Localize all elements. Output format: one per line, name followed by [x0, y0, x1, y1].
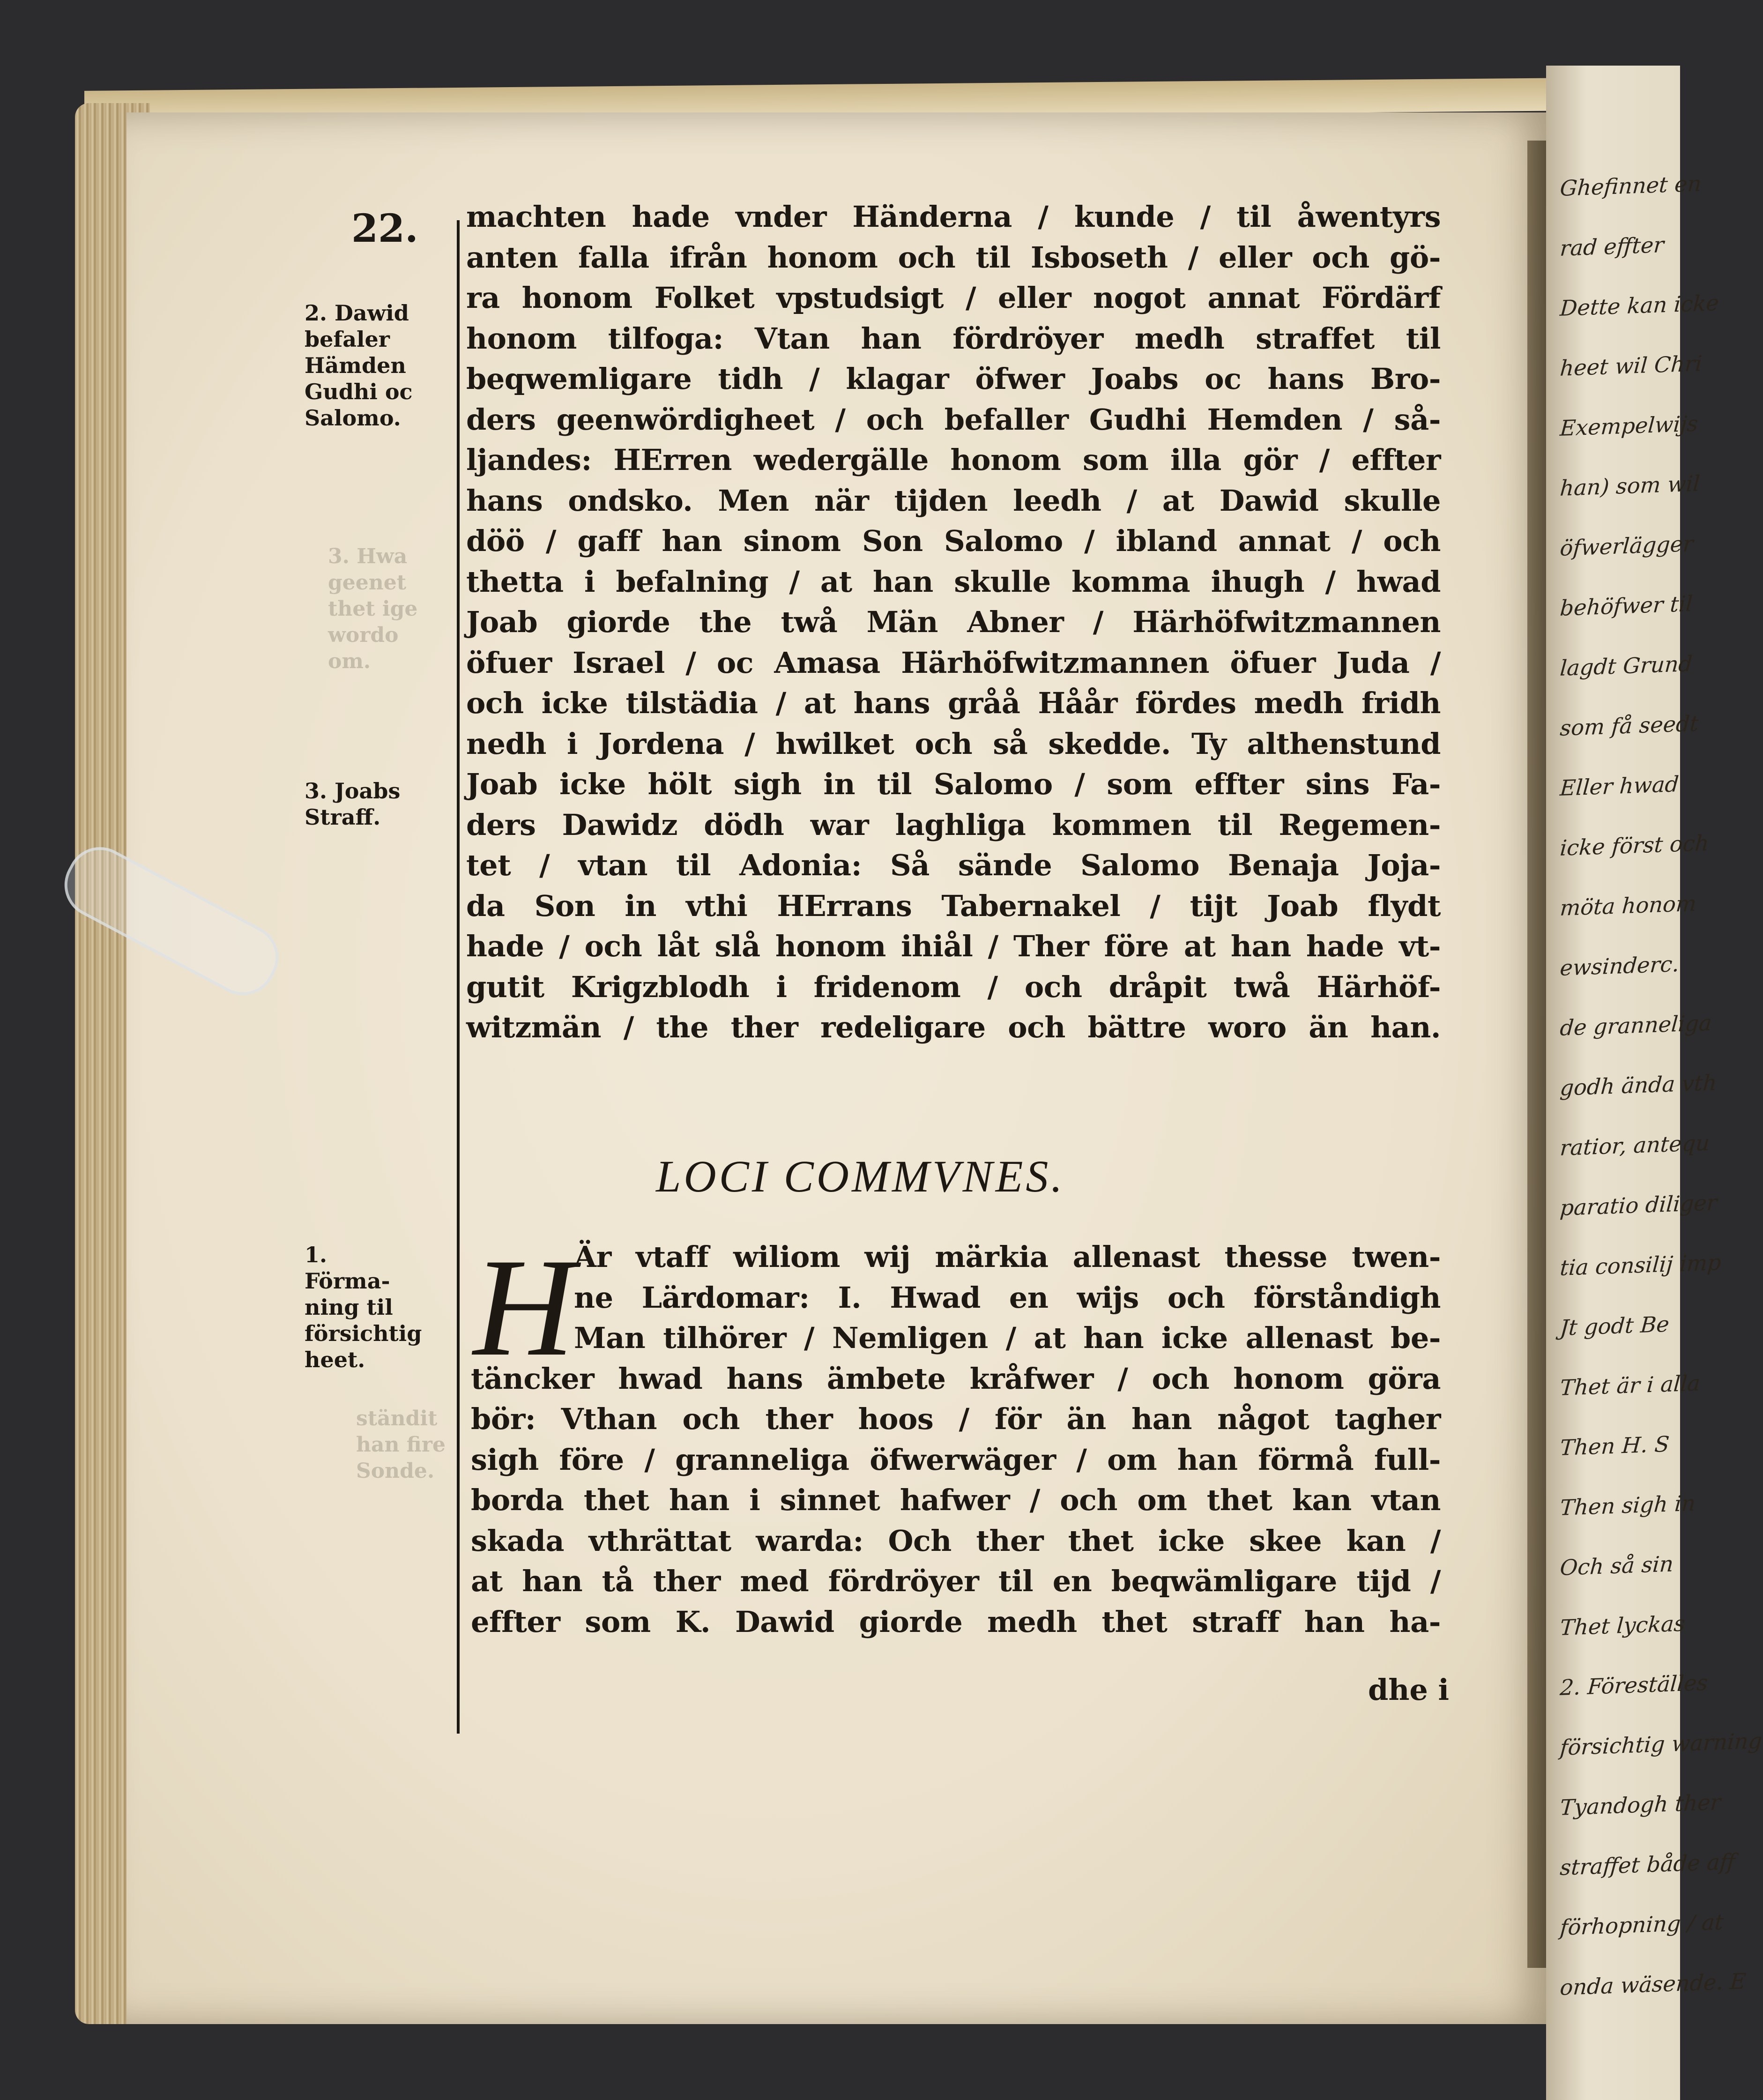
right-page-line: möta honom	[1559, 890, 1697, 921]
text-line: öfuer Israel / oc Amasa Härhöfwitzmannen öfuer Juda /	[466, 645, 1441, 680]
text-line: nedh i Jordena / hwilket och så skedde. Ty althenstund	[466, 726, 1441, 761]
text-line: bör: Vthan och ther hoos / för än han något tagher	[471, 1402, 1441, 1436]
text-line: sigh före / granneliga öfwerwäger / om han förmå full-	[471, 1442, 1441, 1477]
margin-note-line: Förma-	[305, 1268, 390, 1294]
margin-note-line: 2. Dawid	[305, 300, 409, 326]
right-page-line: Jt godt Be	[1559, 1311, 1670, 1340]
text-line: borda thet han i sinnet hafwer / och om thet kan vtan	[471, 1483, 1441, 1517]
text-line: anten falla ifrån honom och til Isboseth / eller och gö-	[466, 240, 1441, 275]
right-page-line: tia consilij imp	[1559, 1249, 1722, 1281]
right-page-line: Och så sin	[1559, 1551, 1674, 1580]
text-line: hans ondsko. Men när tijden leedh / at Dawid skulle	[466, 483, 1441, 518]
right-page-line: som få seedt	[1559, 710, 1700, 741]
bleedthrough-line: Sonde.	[356, 1459, 435, 1483]
margin-note-joabs-straff	[305, 778, 400, 830]
right-page-line: förhopning / at	[1559, 1909, 1725, 1940]
right-page	[1546, 66, 1763, 2100]
margin-note-dawid	[305, 300, 413, 431]
text-line: ljandes: HErren wedergälle honom som illa gör / effter	[466, 443, 1441, 477]
bleedthrough-line: thet ige	[328, 597, 418, 621]
right-page-line: Tyandogh ther	[1559, 1789, 1722, 1820]
right-page-line: icke först och	[1559, 830, 1710, 861]
right-page-line: Then sigh in	[1559, 1490, 1696, 1520]
text-line: Man tilhörer / Nemligen / at han icke allenast be-	[574, 1321, 1441, 1355]
right-page-line: straffet både aff	[1559, 1848, 1736, 1880]
text-line: thetta i befalning / at han skulle komma ihugh / hwad	[466, 564, 1441, 599]
text-line: Är vtaff wiliom wij märkia allenast thesse twen-	[574, 1240, 1441, 1274]
text-line: ra honom Folket vpstudsigt / eller nogot annat Fördärf	[466, 281, 1441, 315]
right-page-line: onda wäsende. E	[1559, 1968, 1747, 2000]
text-line: och icke tilstädia / at hans gråå Håår fördes medh fridh	[466, 686, 1441, 720]
right-page-line: Thet lyckas	[1559, 1610, 1686, 1640]
right-page-line: lagdt Grund	[1559, 651, 1694, 681]
catchword: dhe i	[1368, 1673, 1450, 1707]
right-page-line: godh ända vth	[1559, 1070, 1718, 1101]
text-line: Joab icke hölt sigh in til Salomo / som effter sins Fa-	[466, 767, 1441, 801]
right-page-line: paratio diliger	[1559, 1190, 1718, 1221]
margin-note-line: Salomo.	[305, 405, 401, 431]
main-text-block	[466, 197, 1441, 1048]
bleedthrough-line: geenet	[328, 571, 407, 595]
margin-note-line: Straff.	[305, 804, 381, 830]
right-page-line: Thet är i alla	[1559, 1370, 1701, 1400]
margin-note-line: heet.	[305, 1347, 365, 1372]
right-page-line: Dette kan icke	[1559, 290, 1720, 321]
text-line: beqwemligare tidh / klagar öfwer Joabs oc hans Bro-	[466, 362, 1441, 396]
margin-note-line: Hämden	[305, 353, 406, 378]
margin-rule	[457, 220, 460, 1734]
section-heading: LOCI COMMVNES.	[656, 1151, 1065, 1201]
drop-cap: H	[473, 1229, 575, 1385]
right-page-line: han) som wil	[1559, 470, 1701, 501]
right-page-line: de granneliga	[1559, 1010, 1713, 1041]
right-page-line: Ghefinnet en	[1559, 171, 1703, 201]
page-number: 22.	[351, 206, 418, 251]
margin-note-line: ning til	[305, 1295, 393, 1320]
text-line: tet / vtan til Adonia: Så sände Salomo Benaja Joja-	[466, 848, 1441, 882]
text-line: skada vthrättat warda: Och ther thet icke skee kan /	[471, 1523, 1441, 1558]
text-line: ders Dawidz dödh war laghliga kommen til Regemen-	[466, 807, 1441, 842]
text-line: hade / och låt slå honom ihiål / Ther före at han hade vt-	[466, 929, 1441, 963]
margin-note-formaning	[305, 1242, 422, 1373]
right-page-line: försichtig warning	[1559, 1728, 1763, 1760]
right-page-line: Exempelwijs	[1559, 410, 1699, 441]
loci-communes-paragraph	[471, 1229, 1441, 1642]
bleedthrough-line: ständit	[356, 1407, 438, 1430]
margin-note-line: försichtig	[305, 1321, 422, 1346]
text-line: ders geenwördigheet / och befaller Gudhi Hemden / så-	[466, 402, 1441, 437]
bleedthrough-note-1	[328, 544, 417, 675]
text-line: effter som K. Dawid giorde medh thet straff han ha-	[471, 1604, 1441, 1639]
right-page-line: öfwerlägger	[1559, 531, 1695, 561]
bleedthrough-line: 3. Hwa	[328, 544, 408, 568]
text-line: witzmän / the ther redeligare och bättre woro än han.	[466, 1010, 1441, 1044]
text-line: ne Lärdomar: I. Hwad en wijs och förståndigh	[574, 1280, 1441, 1315]
bleedthrough-note-2	[356, 1406, 446, 1484]
right-page-line: 2. Föreställes	[1559, 1669, 1709, 1700]
bleedthrough-line: om.	[328, 649, 371, 673]
text-line: döö / gaff han sinom Son Salomo / ibland annat / och	[466, 524, 1441, 558]
right-page-line: Then H. S	[1559, 1431, 1671, 1460]
text-line: machten hade vnder Händerna / kunde / til åwentyrs	[466, 200, 1441, 234]
right-page-line: behöfwer til	[1559, 591, 1694, 621]
right-page-line: rad effter	[1559, 232, 1665, 261]
text-line: at han tå ther med fördröyer til en beqwämligare tijd /	[471, 1564, 1441, 1598]
text-line: honom tilfoga: Vtan han fördröyer medh straffet til	[466, 321, 1441, 356]
right-page-line: Eller hwad	[1559, 771, 1680, 801]
text-line: Joab giorde the twå Män Abner / Härhöfwitzmannen	[466, 605, 1441, 639]
text-line: gutit Krigzblodh i fridenom / och dråpit twå Härhöf-	[466, 969, 1441, 1004]
text-line: täncker hwad hans ämbete kråfwer / och honom göra	[471, 1361, 1441, 1396]
margin-note-line: befaler	[305, 327, 390, 352]
bleedthrough-line: wordo	[328, 623, 399, 647]
margin-note-line: Gudhi oc	[305, 379, 413, 404]
right-page-line: heet wil Chri	[1559, 350, 1703, 381]
right-page-line: ratior, antequ	[1559, 1130, 1711, 1161]
bleedthrough-line: han fire	[356, 1433, 446, 1457]
right-page-line: ewsinderc.	[1559, 951, 1681, 981]
margin-note-line: 1.	[305, 1242, 327, 1267]
margin-note-line: 3. Joabs	[305, 778, 401, 804]
text-line: da Son in vthi HErrans Tabernakel / tijt Joab flydt	[466, 888, 1441, 923]
